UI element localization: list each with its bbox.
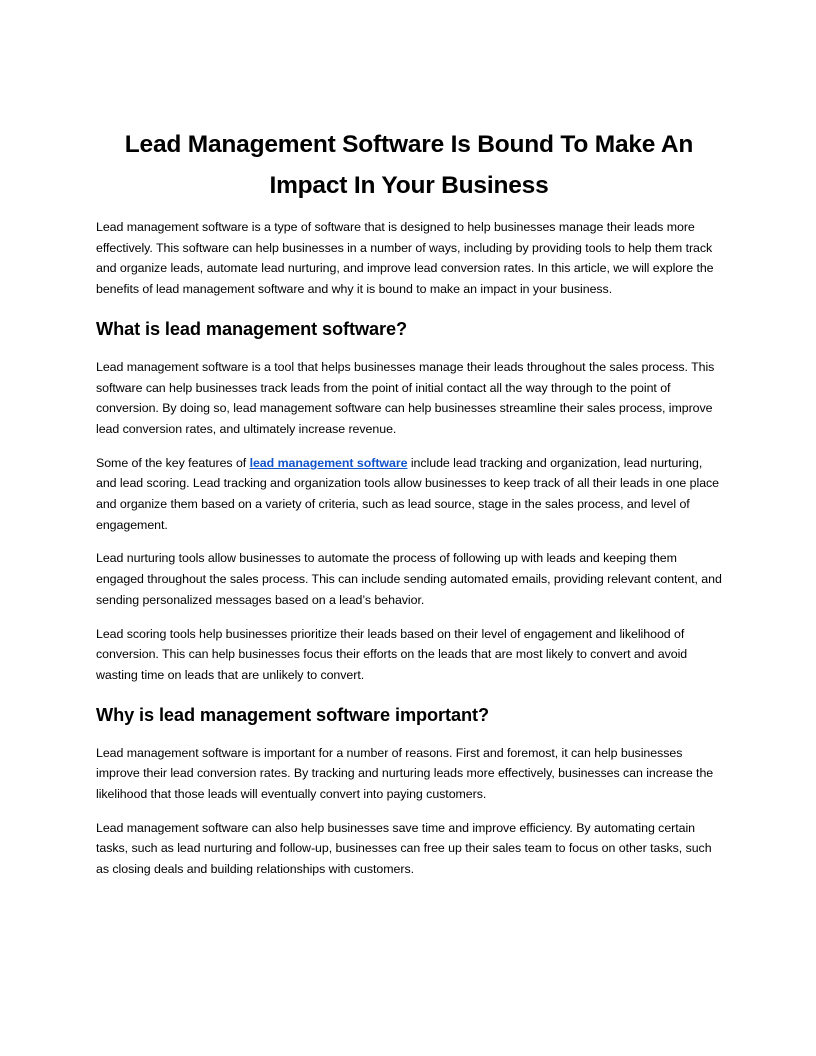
document-title [96,124,722,206]
intro-paragraph: Lead management software is a type of software that is designed to help businesses manage their leads more effectively. This software can help businesses in a number of ways, including by providing tools to help them track and organize leads, automate lead nurturing, and improve lead conversion rates. In this article, we will explore the benefits of lead management software and why it is bound to make an impact in your business. [96,220,714,297]
lead-management-software-link[interactable]: lead management software [249,455,408,470]
document-page [96,124,722,880]
document-title-line-1: Lead Management Software Is Bound To Make An [124,131,694,158]
document-title-line-2: Impact In Your Business [269,172,549,199]
section1-paragraph-4: Lead scoring tools help businesses prioritize their leads based on their level of engagement and likelihood of conversion. This can help businesses focus their efforts on the leads that are most likely to convert and avoid wasting time on leads that are unlikely to convert. [96,626,688,682]
section2-paragraph-1: Lead management software is important for a number of reasons. First and foremost, it can help businesses improve their lead conversion rates. By tracking and nurturing leads more effectively, businesses can increase the likelihood that those leads will eventually convert into paying customers. [96,745,714,802]
section-heading-what-is: What is lead management software? [96,318,408,339]
section2-paragraph-2: Lead management software can also help businesses save time and improve efficiency. By automating certain tasks, such as lead nurturing and follow-up, businesses can free up their sales team to focus on other tasks, such as closing deals and building relationships with customers. [96,820,712,877]
section1-paragraph-2-end: include lead tracking and organization, lead nurturing, and lead scoring. Lead tracking and organization tools allow businesses to keep track of all their leads in one place and organize them based on a variety of criteria, such as lead source, stage in the sales process, and level of engagement. [96,455,720,532]
section1-paragraph-2-start: Some of the key features of [96,455,250,470]
section1-paragraph-2 [96,453,722,536]
section1-paragraph-3: Lead nurturing tools allow businesses to automate the process of following up with leads and keeping them engaged throughout the sales process. This can include sending automated emails, providing relevant content, and sending personalized messages based on a lead’s behavior. [96,551,722,607]
section1-paragraph-1: Lead management software is a tool that helps businesses manage their leads throughout the sales process. This software can help businesses track leads from the point of initial contact all the way through to the point of conversion. By doing so, lead management software can help businesses streamline their sales process, improve lead conversion rates, and ultimately increase revenue. [96,359,715,436]
section-heading-why-important: Why is lead management software important? [96,704,489,725]
